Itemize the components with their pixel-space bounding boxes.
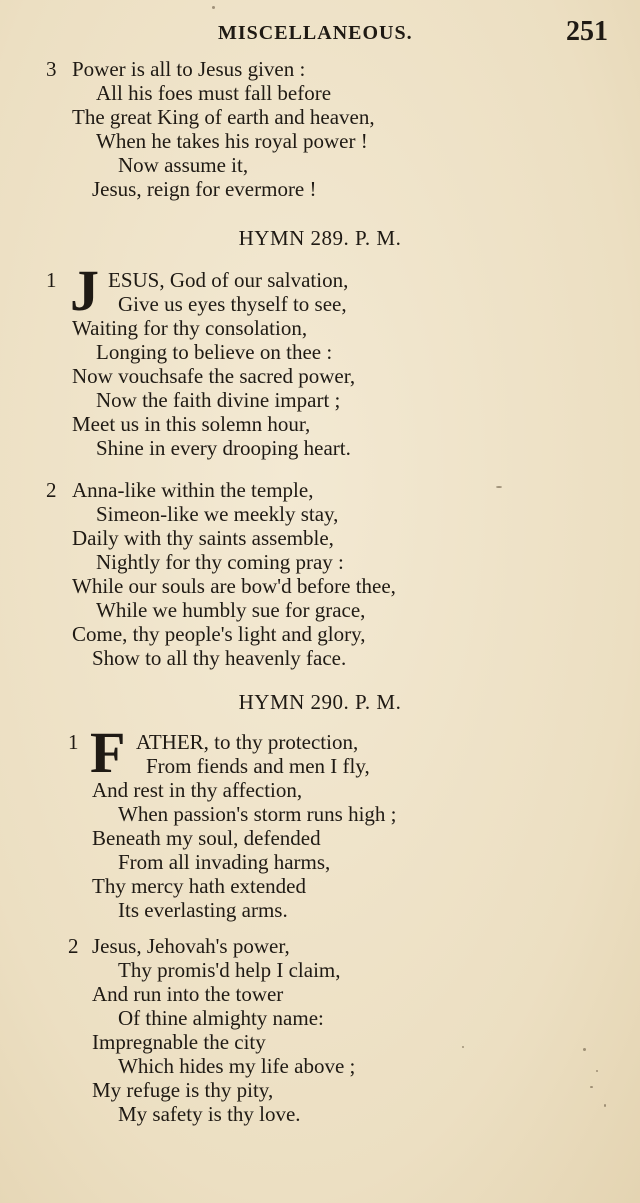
verse-line: Longing to believe on thee : xyxy=(96,340,333,364)
verse-line: Show to all thy heavenly face. xyxy=(92,646,347,670)
verse-line: Meet us in this solemn hour, xyxy=(72,412,311,436)
verse-line: Its everlasting arms. xyxy=(118,898,288,922)
hymn-290-title: HYMN 290. P. M. xyxy=(238,690,402,714)
verse-line: Jesus, reign for evermore ! xyxy=(92,177,317,201)
verse-line: From all invading harms, xyxy=(118,850,331,874)
verse-line: Waiting for thy consolation, xyxy=(72,316,308,340)
paper-speck xyxy=(596,1070,598,1072)
paper-speck xyxy=(212,6,215,9)
paper-speck xyxy=(496,486,502,488)
verse-line: ATHER, to thy protection, xyxy=(136,730,359,754)
stanza-number: 2 xyxy=(68,934,79,958)
verse-line: Shine in every drooping heart. xyxy=(96,436,351,460)
verse-line: While we humbly sue for grace, xyxy=(96,598,366,622)
running-head: MISCELLANEOUS. xyxy=(218,22,413,44)
verse-line: Simeon-like we meekly stay, xyxy=(96,502,339,526)
verse-line: Thy promis'd help I claim, xyxy=(118,958,341,982)
verse-line: Daily with thy saints assemble, xyxy=(72,526,334,550)
verse-line: And run into the tower xyxy=(92,982,284,1006)
verse-line: Give us eyes thyself to see, xyxy=(118,292,347,316)
verse-line: From fiends and men I fly, xyxy=(146,754,370,778)
verse-line: And rest in thy affection, xyxy=(92,778,303,802)
paper-speck xyxy=(590,1086,593,1088)
page-header xyxy=(0,16,640,52)
verse-line: Jesus, Jehovah's power, xyxy=(92,934,290,958)
verse-line: My safety is thy love. xyxy=(118,1102,301,1126)
drop-cap: F xyxy=(90,720,126,785)
verse-line: While our souls are bow'd before thee, xyxy=(72,574,396,598)
paper-speck xyxy=(462,1046,464,1048)
verse-line: My refuge is thy pity, xyxy=(92,1078,274,1102)
verse-line: Thy mercy hath extended xyxy=(92,874,306,898)
verse-line: Come, thy people's light and glory, xyxy=(72,622,366,646)
verse-line: Of thine almighty name: xyxy=(118,1006,324,1030)
hymn-289-title: HYMN 289. P. M. xyxy=(238,226,402,250)
drop-cap: J xyxy=(70,258,99,323)
verse-line: When passion's storm runs high ; xyxy=(118,802,397,826)
verse-line: Anna-like within the temple, xyxy=(72,478,314,502)
verse-line: Impregnable the city xyxy=(92,1030,266,1054)
verse-line: The great King of earth and heaven, xyxy=(72,105,375,129)
verse-line: Now vouchsafe the sacred power, xyxy=(72,364,356,388)
paper-speck xyxy=(583,1048,586,1051)
verse-line: Now the faith divine impart ; xyxy=(96,388,341,412)
verse-line: Nightly for thy coming pray : xyxy=(96,550,344,574)
verse-line: Which hides my life above ; xyxy=(118,1054,356,1078)
verse-line: All his foes must fall before xyxy=(96,81,332,105)
verse-line: When he takes his royal power ! xyxy=(96,129,368,153)
verse-line: Beneath my soul, defended xyxy=(92,826,321,850)
page-number: 251 xyxy=(566,16,608,47)
verse-line: ESUS, God of our salvation, xyxy=(108,268,349,292)
paper-speck xyxy=(604,1104,606,1107)
stanza-number: 1 xyxy=(68,730,79,754)
stanza-number: 1 xyxy=(46,268,57,292)
stanza-number: 3 xyxy=(46,57,57,81)
verse-line: Power is all to Jesus given : xyxy=(72,57,306,81)
stanza-number: 2 xyxy=(46,478,57,502)
verse-line: Now assume it, xyxy=(118,153,249,177)
